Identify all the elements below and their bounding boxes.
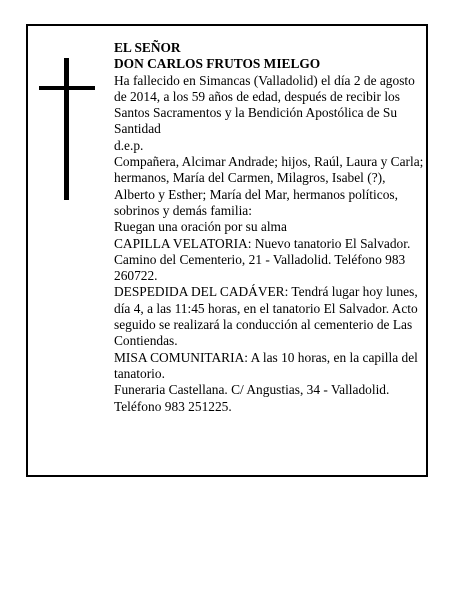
death-info: Ha fallecido en Simancas (Valladolid) el día 2 de agosto de 2014, a los 59 años de edad, después de recibir los Santos Sacramentos y la Bendición Apostólica de Su Santidad: [114, 72, 415, 137]
cross-horizontal-bar: [39, 86, 95, 90]
prayer-request: Ruegan una oración por su alma: [114, 219, 287, 235]
family-list: Compañera, Alcimar Andrade; hijos, Raúl, Laura y Carla; hermanos, María del Carmen, Milagros, Isabel (?), Alberto y Esther; María del Mar, hermanos políticos, sobrinos y demás familia:: [114, 154, 424, 218]
cross-icon: [39, 58, 95, 200]
farewell-info: DESPEDIDA DEL CADÁVER: Tendrá lugar hoy lunes, día 4, a las 11:45 horas, en el tanatorio El Salvador. Acto seguido se realizará la conducción al cementerio de Las Contiendas.: [114, 284, 418, 349]
mass-info: MISA COMUNITARIA: A las 10 horas, en la capilla del tanatorio.: [114, 349, 418, 381]
obituary-notice: [26, 24, 428, 477]
chapel-info: CAPILLA VELATORIA: Nuevo tanatorio El Salvador. Camino del Cementerio, 21 - Valladolid. Teléfono 983 260722.: [114, 235, 411, 284]
cross-vertical-bar: [64, 58, 69, 200]
notice-text: [114, 40, 426, 415]
notice-title: EL SEÑOR: [114, 40, 181, 55]
funeral-home-info: Funeraria Castellana. C/ Angustias, 34 - Valladolid. Teléfono 983 251225.: [114, 382, 390, 414]
rip-text: d.e.p.: [114, 137, 144, 153]
deceased-name: DON CARLOS FRUTOS MIELGO: [114, 56, 321, 72]
